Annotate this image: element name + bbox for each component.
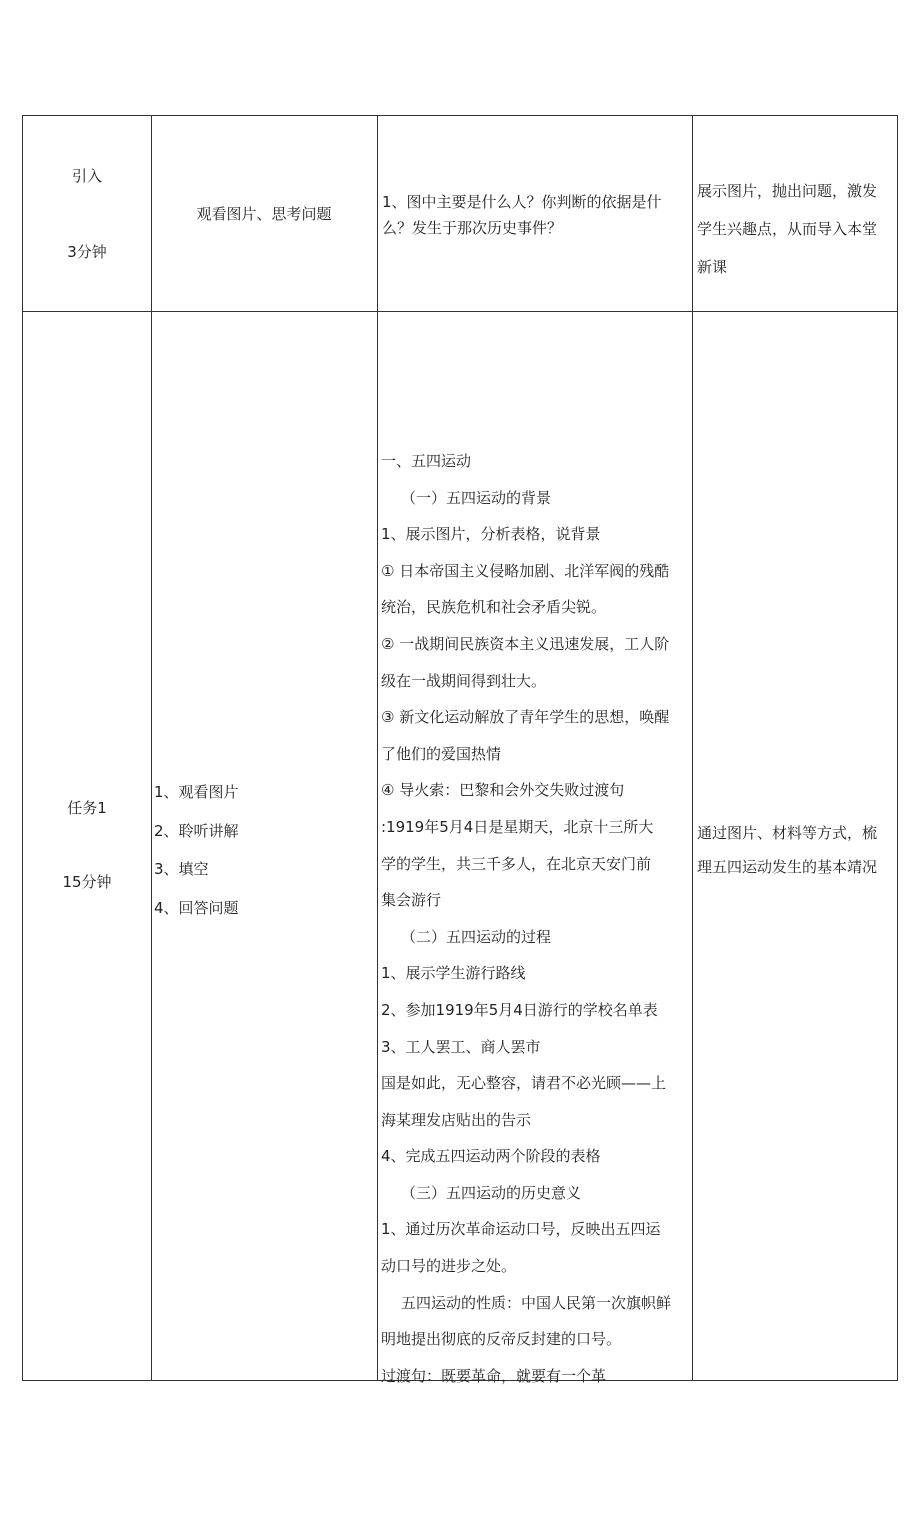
row2-intent [697, 816, 895, 884]
stage-time: 15分钟 [62, 873, 112, 891]
activity-line: 1、观看图片 [154, 783, 239, 801]
row2-activity [154, 773, 374, 927]
content-line: 1、通过历次革命运动口号，反映出五四运 [381, 1220, 661, 1239]
content-line: 了他们的爱国热情 [381, 744, 502, 763]
content-line: ① 日本帝国主义侵略加剧、北洋军阀的残酷 [381, 561, 670, 580]
content-line: ③ 新文化运动解放了青年学生的思想，唤醒 [381, 708, 670, 727]
content-line: 级在一战期间得到壮大。 [381, 671, 547, 690]
content-line: 明地提出彻底的反帝反封建的口号。 [381, 1330, 622, 1349]
content-line: 统治，民族危机和社会矛盾尖锐。 [381, 598, 607, 617]
content-line: 1、图中主要是什么人？你判断的依据是什 [382, 193, 662, 211]
content-line: 动口号的进步之处。 [381, 1257, 517, 1276]
activity-line: 4、回答问题 [154, 898, 239, 917]
row1-intent [697, 172, 895, 286]
intent-line: 理五四运动发生的基本靖况 [697, 858, 878, 876]
content-line: 五四运动的性质：中国人民第一次旗帜鲜 [401, 1293, 672, 1312]
content-line: 学的学生，共三千多人，在北京天安门前 [381, 854, 652, 873]
content-line: 1、展示图片，分析表格，说背景 [381, 525, 601, 544]
row2-content [381, 443, 689, 1394]
subsection-heading: （二）五四运动的过程 [401, 927, 552, 946]
content-line: 过渡句：既要革命，就要有一个革 [381, 1366, 607, 1385]
row1-stage-cell [23, 116, 151, 311]
content-line: :1919年5月4日是星期天，北京十三所大 [381, 817, 654, 836]
content-line: 海某理发店贴出的告示 [381, 1110, 532, 1129]
content-line: ② 一战期间民族资本主义迅速发展，工人阶 [381, 634, 670, 653]
content-line: 2、参加1919年5月4日游行的学校名单表 [381, 1000, 658, 1019]
content-line: 4、完成五四运动两个阶段的表格 [381, 1147, 601, 1166]
intent-line: 学生兴趣点，从而导入本堂 [697, 220, 878, 238]
activity-line: 3、填空 [154, 860, 209, 878]
intent-line: 展示图片，抛出问题，激发 [697, 182, 878, 200]
col-divider-1 [151, 116, 152, 1380]
subsection-heading: （三）五四运动的历史意义 [401, 1183, 582, 1202]
content-line: 国是如此，无心整容，请君不必光顾——上 [381, 1074, 667, 1093]
content-line: ④ 导火索：巴黎和会外交失败过渡句 [381, 781, 625, 800]
content-line: 集会游行 [381, 891, 442, 910]
content-line: 3、工人罢工、商人罢市 [381, 1037, 541, 1056]
row2-stage-cell [23, 311, 151, 1382]
content-line: 么？发生于那次历史事件？ [382, 219, 563, 237]
col-divider-3 [692, 116, 693, 1380]
lesson-plan-table [22, 115, 898, 1385]
content-line: 1、展示学生游行路线 [381, 964, 526, 983]
row1-content [382, 189, 688, 241]
row1-activity: 观看图片、思考问题 [196, 205, 332, 223]
intent-line: 新课 [697, 258, 728, 276]
stage-time: 3分钟 [67, 243, 107, 261]
stage-name: 引入 [71, 167, 102, 185]
section-heading: 一、五四运动 [381, 452, 472, 470]
intent-line: 通过图片、材料等方式，梳 [697, 824, 878, 842]
subsection-heading: （一）五四运动的背景 [401, 488, 552, 507]
col-divider-2 [377, 116, 378, 1380]
stage-name: 任务1 [67, 799, 107, 817]
activity-line: 2、聆听讲解 [154, 821, 239, 840]
row-divider [23, 311, 897, 312]
